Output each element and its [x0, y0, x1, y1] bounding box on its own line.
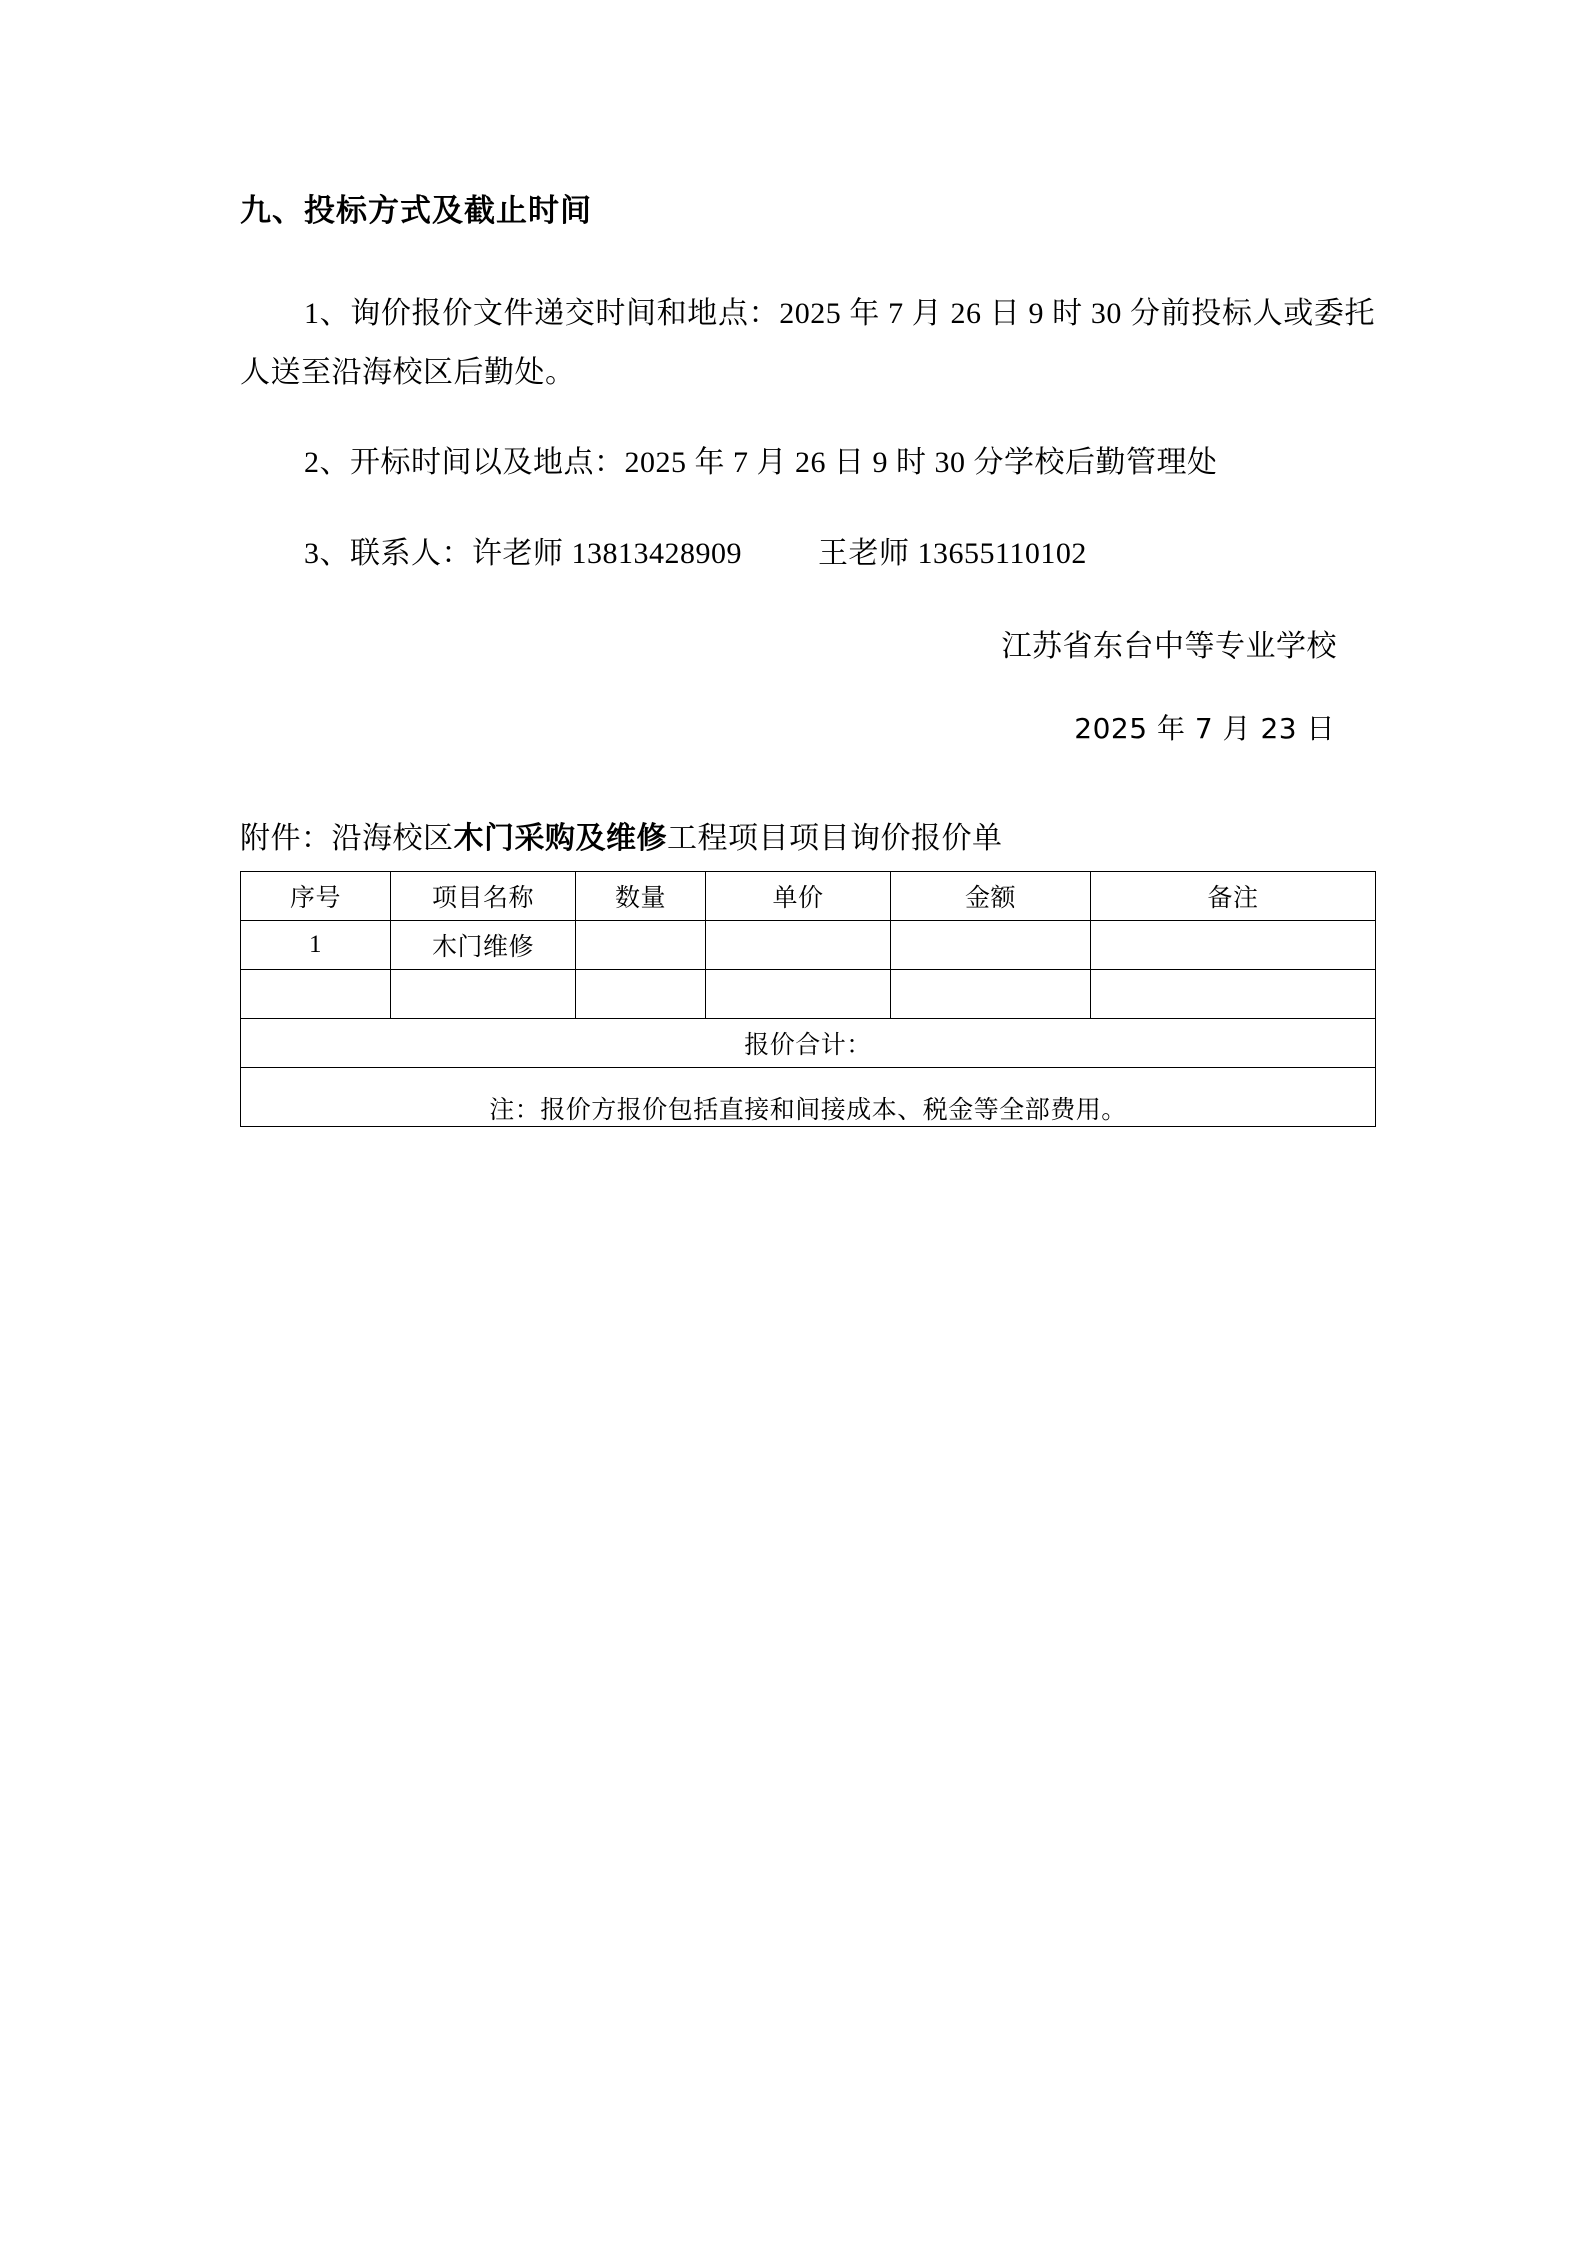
note-cell [241, 1068, 1376, 1127]
table-cell[interactable] [391, 970, 576, 1019]
table-cell[interactable] [241, 970, 391, 1019]
table-row [241, 970, 1376, 1019]
table-header-cell: 数量 [576, 872, 706, 921]
contact-prefix: 3、联系人： [304, 536, 472, 570]
table-note-row [241, 1068, 1376, 1127]
table-cell[interactable] [1091, 921, 1376, 970]
table-cell[interactable] [576, 921, 706, 970]
attachment-highlight: 木门采购及维修 [453, 822, 667, 856]
table-cell[interactable] [891, 970, 1091, 1019]
table-row [241, 921, 1376, 970]
table-cell[interactable] [706, 970, 891, 1019]
issuer-signature: 江苏省东台中等专业学校 [1001, 630, 1337, 664]
contact-person-1: 许老师 13813428909 [472, 536, 742, 570]
table-cell[interactable] [891, 921, 1091, 970]
table-header-cell: 项目名称 [391, 872, 576, 921]
note-text: 注：报价方报价包括直接和间接成本、税金等全部费用。 [489, 1095, 1127, 1125]
attachment-suffix: 工程项目项目询价报价单 [667, 822, 1003, 856]
table-header-cell: 序号 [241, 872, 391, 921]
table-header-cell: 单价 [706, 872, 891, 921]
table-cell[interactable] [576, 970, 706, 1019]
table-cell: 木门维修 [391, 921, 576, 970]
table-total-row [241, 1019, 1376, 1068]
paragraph-opening-time: 2、开标时间以及地点：2025 年 7 月 26 日 9 时 30 分学校后勤管理处 [304, 446, 1218, 480]
paragraph-submission-time: 1、询价报价文件递交时间和地点：2025 年 7 月 26 日 9 时 30 分前投标人或委托人送至沿海校区后勤处。 [240, 297, 1375, 389]
total-label-cell: 报价合计： [241, 1019, 1376, 1068]
quotation-table [240, 871, 1376, 1127]
table-cell[interactable] [706, 921, 891, 970]
issue-date: 2025 年 7 月 23 日 [1074, 712, 1335, 746]
page-title: 九、投标方式及截止时间 [240, 193, 592, 229]
attachment-prefix: 附件：沿海校区 [240, 822, 454, 856]
contact-person-2: 王老师 13655110102 [818, 536, 1087, 570]
table-cell: 1 [241, 921, 391, 970]
table-header-cell: 金额 [891, 872, 1091, 921]
table-cell[interactable] [1091, 970, 1376, 1019]
attachment-title [240, 813, 1375, 857]
table-header-row [241, 872, 1376, 921]
paragraph-contacts [240, 525, 1375, 584]
document-content [240, 190, 1375, 1127]
table-header-cell: 备注 [1091, 872, 1376, 921]
